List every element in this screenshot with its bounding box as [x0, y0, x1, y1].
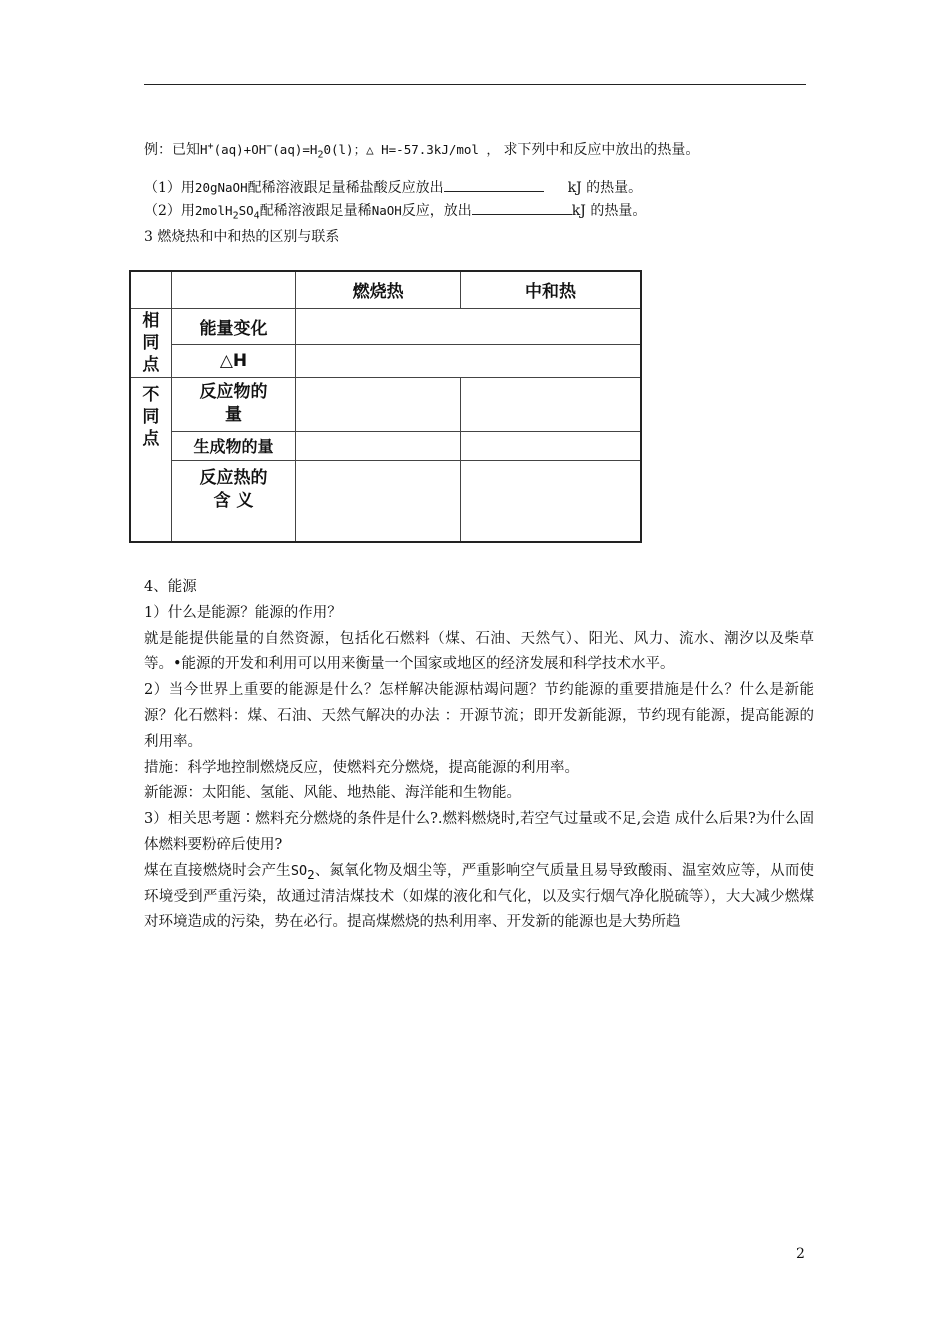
q2-reagent-sub2: 4: [253, 210, 260, 222]
corner-cell-2: [171, 271, 295, 308]
q1-before: （1）用: [144, 180, 195, 196]
section4-q1: 1）什么是能源？能源的作用？: [144, 604, 342, 621]
row-reactant-amount: [171, 377, 295, 431]
question-1: [144, 177, 642, 198]
row-reactant-line2: 量: [224, 405, 242, 425]
row-meaning-line2: 含 义: [213, 490, 254, 511]
comparison-table: [129, 270, 642, 543]
row-meaning-line1: 反应热的: [199, 467, 268, 488]
table-row: [130, 344, 641, 377]
section4-a3: [144, 859, 814, 936]
cell-reactant-neutralization[interactable]: [461, 377, 641, 431]
q2-middle2: 反应，放出: [401, 203, 472, 219]
table-header-row: [130, 271, 641, 308]
cell-energy-answer[interactable]: [296, 308, 641, 344]
q2-reagent: [194, 203, 260, 222]
group-same: [130, 308, 171, 377]
row-delta-h: △H: [171, 344, 295, 377]
table-row: [130, 377, 641, 431]
section4-q3: 3）相关思考题∶燃料充分燃烧的条件是什么?.燃料燃烧时,若空气过量或不足,会造 成什么后果?为什么固体燃料要粉碎后使用?: [144, 811, 814, 853]
eq-oh-sup: −: [266, 140, 273, 152]
example-equation: [200, 140, 499, 161]
group-diff: [130, 377, 171, 542]
q1-after: kJ 的热量。: [567, 180, 643, 196]
group-same-char: 相: [142, 310, 160, 331]
q2-after: kJ 的热量。: [571, 203, 647, 219]
q2-reagent-a: 2molH: [194, 203, 233, 218]
q2-middle: 配稀溶液跟足量稀: [259, 203, 372, 219]
group-diff-char: 不: [142, 384, 160, 405]
header-rule: [144, 84, 806, 85]
page-number: 2: [796, 1246, 805, 1262]
a3-so: SO: [290, 862, 308, 879]
row-reactant-line1: 反应物的: [199, 382, 268, 402]
a3-after: 、氮氧化物及烟尘等，严重影响空气质量且易导致酸雨、温室效应等，从而使环境受到严重污染，故通过清洁煤技术（如煤的液化和气化，以及实行烟气净化脱硫等），大大减少燃煤对环境造成的污染，势在必行。提高煤燃烧的热利用率、开发新的能源也是大势所趋: [144, 862, 815, 931]
section4-q2: 2）当今世界上重要的能源是什么？怎样解决能源枯竭问题？节约能源的重要措施是什么？什么是新能源？化石燃料：煤、石油、天然气解决的办法 ：开源节流；即开发新能源，节约现有能源，提高能源的利用率。: [144, 682, 814, 750]
eq-mid1: (aq)+OH: [213, 142, 267, 157]
group-same-char: 同: [142, 332, 160, 353]
q2-answer-blank[interactable]: [472, 200, 572, 215]
q2-reagent-sub1: 2: [232, 210, 239, 222]
table-row: [130, 431, 641, 460]
section3-title: 3 燃烧热和中和热的区别与联系: [144, 229, 340, 245]
row-energy-change: 能量变化: [171, 308, 295, 344]
cell-dh-answer[interactable]: [296, 344, 641, 377]
example-prefix: 例：已知: [144, 142, 200, 158]
header-neutralization-heat: 中和热: [461, 271, 641, 308]
q2-naoh: NaOH: [371, 203, 402, 218]
group-diff-char: 点: [142, 428, 160, 449]
cell-reactant-combustion[interactable]: [296, 377, 461, 431]
q1-reagent: 20gNaOH: [194, 180, 248, 195]
q1-answer-blank[interactable]: [444, 177, 544, 192]
section4-measures: 措施：科学地控制燃烧反应，使燃料充分燃烧，提高能源的利用率。: [144, 759, 579, 776]
example-line: [144, 140, 699, 160]
header-combustion-heat: 燃烧热: [296, 271, 461, 308]
eq-h-sup: +: [207, 140, 214, 152]
eq-mid3: 0(l)；△ H=-57.3kJ/mol ，: [323, 142, 499, 157]
row-product-amount: 生成物的量: [171, 431, 295, 460]
table-row: [130, 308, 641, 344]
cell-product-neutralization[interactable]: [461, 431, 641, 460]
section4-new-energy: 新能源：太阳能、氢能、风能、地热能、海洋能和生物能。: [144, 785, 521, 802]
group-same-char: 点: [142, 354, 160, 375]
row-heat-meaning: [171, 460, 295, 542]
section4-title: 4、能源: [144, 579, 197, 595]
eq-h: H: [200, 142, 208, 157]
cell-meaning-combustion[interactable]: [296, 460, 461, 542]
table-row: [130, 460, 641, 542]
q2-before: （2）用: [144, 203, 195, 219]
eq-mid2: (aq)=H: [272, 142, 318, 157]
example-suffix: 求下列中和反应中放出的热量。: [503, 142, 700, 158]
cell-meaning-neutralization[interactable]: [461, 460, 641, 542]
a3-before: 煤在直接燃烧时会产生: [144, 862, 291, 879]
section4: [144, 575, 814, 936]
question-2: [144, 200, 646, 221]
cell-product-combustion[interactable]: [296, 431, 461, 460]
q2-reagent-b: SO: [238, 203, 254, 218]
a3-sub: 2: [307, 866, 315, 882]
group-diff-char: 同: [142, 406, 160, 427]
q1-middle: 配稀溶液跟足量稀盐酸反应放出: [247, 180, 444, 196]
corner-cell: [130, 271, 171, 308]
eq-h2o-sub: 2: [317, 149, 324, 161]
section4-a1: 就是能提供能量的自然资源，包括化石燃料（煤、石油、天然气）、阳光、风力、流水、潮汐以及柴草等。•能源的开发和利用可以用来衡量一个国家或地区的经济发展和科学技术水平。: [144, 630, 814, 673]
